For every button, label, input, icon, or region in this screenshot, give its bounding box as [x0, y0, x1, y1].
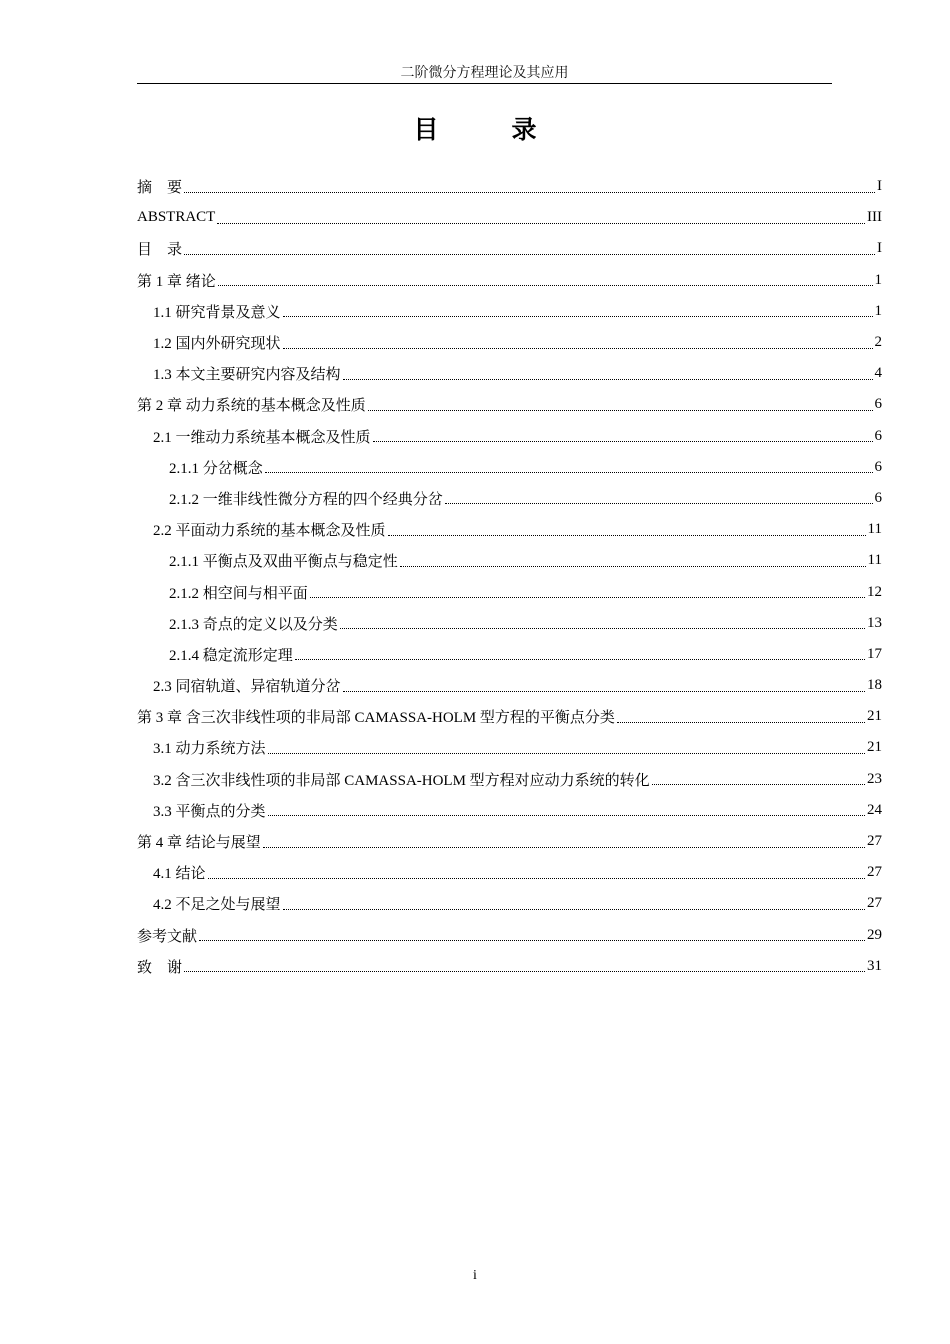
toc-entry[interactable]	[137, 576, 882, 607]
toc-entry-label: 参考文献	[137, 928, 198, 945]
toc-entry-label: 摘 要	[137, 180, 183, 197]
toc-leader-dots	[268, 814, 865, 816]
toc-entry-label: 2.3 同宿轨道、异宿轨道分岔	[153, 679, 341, 696]
toc-entry-page: 6	[874, 396, 882, 413]
toc-entry[interactable]	[137, 608, 882, 639]
toc-entry-page: 2	[874, 334, 882, 351]
toc-entry-label: 第 4 章 结论与展望	[137, 835, 261, 852]
toc-entry[interactable]	[137, 732, 882, 763]
toc-leader-dots	[184, 253, 875, 255]
toc-leader-dots	[373, 440, 873, 442]
toc-entry-page: 13	[867, 614, 882, 631]
toc-leader-dots	[283, 315, 873, 317]
toc-entry-page: 27	[867, 864, 882, 881]
toc-entry-page: 11	[867, 552, 882, 569]
toc-leader-dots	[217, 222, 865, 224]
toc-entry-label: 2.2 平面动力系统的基本概念及性质	[153, 523, 386, 540]
toc-entry-page: 6	[874, 458, 882, 475]
toc-entry[interactable]	[137, 452, 882, 483]
toc-leader-dots	[343, 378, 873, 380]
toc-entry-label: 2.1.3 奇点的定义以及分类	[169, 616, 338, 633]
toc-leader-dots	[445, 502, 873, 504]
toc-leader-dots	[283, 908, 865, 910]
toc-entry-page: 24	[867, 801, 882, 818]
page-title: 目 录	[413, 117, 561, 144]
toc-entry-page: 12	[867, 583, 882, 600]
header-rule	[137, 83, 832, 84]
toc-leader-dots	[265, 471, 873, 473]
toc-entry-page: 23	[867, 770, 882, 787]
toc-leader-dots	[652, 783, 865, 785]
toc-entry-page: 11	[867, 521, 882, 538]
toc-leader-dots	[263, 846, 865, 848]
toc-entry[interactable]	[137, 857, 882, 888]
toc-entry[interactable]	[137, 639, 882, 670]
toc-entry-label: 3.3 平衡点的分类	[153, 803, 266, 820]
toc-entry-label: 1.3 本文主要研究内容及结构	[153, 367, 341, 384]
toc-entry-page: 18	[867, 677, 882, 694]
toc-entry-label: 2.1.4 稳定流形定理	[169, 647, 293, 664]
toc-entry[interactable]	[137, 421, 882, 452]
toc-entry-label: 1.1 研究背景及意义	[153, 304, 281, 321]
toc-leader-dots	[184, 970, 865, 972]
toc-leader-dots	[184, 191, 875, 193]
toc-entry[interactable]	[137, 483, 882, 514]
toc-entry[interactable]	[137, 296, 882, 327]
toc-leader-dots	[218, 284, 873, 286]
toc-entry-label: 2.1.2 一维非线性微分方程的四个经典分岔	[169, 491, 443, 508]
toc-leader-dots	[283, 347, 873, 349]
toc-entry[interactable]	[137, 389, 882, 420]
toc-entry-label: 第 1 章 绪论	[137, 273, 216, 290]
toc-entry[interactable]	[137, 545, 882, 576]
page-number: i	[473, 1268, 477, 1283]
toc-entry[interactable]	[137, 826, 882, 857]
toc-leader-dots	[268, 752, 865, 754]
toc-entry-label: 第 3 章 含三次非线性项的非局部 CAMASSA-HOLM 型方程的平衡点分类	[137, 710, 615, 727]
toc-leader-dots	[340, 627, 865, 629]
toc-entry-label: 2.1.2 相空间与相平面	[169, 585, 308, 602]
toc-entry-page: 29	[867, 926, 882, 943]
toc-leader-dots	[343, 690, 865, 692]
toc-leader-dots	[388, 534, 866, 536]
toc-entry[interactable]	[137, 171, 882, 202]
toc-entry-page: I	[877, 178, 882, 195]
toc-entry-label: ABSTRACT	[137, 209, 216, 226]
toc-entry[interactable]	[137, 764, 882, 795]
toc-entry[interactable]	[137, 795, 882, 826]
toc-leader-dots	[368, 409, 873, 411]
toc-entry-label: 2.1.1 分岔概念	[169, 460, 263, 477]
toc-entry-label: 3.2 含三次非线性项的非局部 CAMASSA-HOLM 型方程对应动力系统的转化	[153, 772, 650, 789]
toc-entry-page: 21	[867, 739, 882, 756]
toc-entry-page: 27	[867, 895, 882, 912]
toc-leader-dots	[295, 658, 865, 660]
toc-entry-page: 6	[874, 489, 882, 506]
toc-entry[interactable]	[137, 670, 882, 701]
table-of-contents	[137, 171, 882, 982]
toc-leader-dots	[617, 721, 865, 723]
toc-entry-label: 1.2 国内外研究现状	[153, 336, 281, 353]
toc-entry-page: 21	[867, 708, 882, 725]
toc-entry-label: 致 谢	[137, 959, 183, 976]
toc-entry-label: 目 录	[137, 242, 183, 259]
toc-entry-page: 1	[874, 302, 882, 319]
toc-entry-page: III	[867, 209, 882, 226]
toc-entry[interactable]	[137, 920, 882, 951]
toc-entry[interactable]	[137, 265, 882, 296]
toc-entry[interactable]	[137, 514, 882, 545]
toc-entry[interactable]	[137, 951, 882, 982]
toc-entry-page: 17	[867, 645, 882, 662]
toc-entry[interactable]	[137, 233, 882, 264]
toc-entry-label: 2.1 一维动力系统基本概念及性质	[153, 429, 371, 446]
toc-entry-label: 4.2 不足之处与展望	[153, 897, 281, 914]
toc-leader-dots	[208, 877, 865, 879]
toc-entry[interactable]	[137, 888, 882, 919]
toc-entry-label: 2.1.1 平衡点及双曲平衡点与稳定性	[169, 554, 398, 571]
toc-leader-dots	[310, 596, 865, 598]
toc-leader-dots	[400, 565, 866, 567]
toc-entry-page: 31	[867, 957, 882, 974]
toc-entry[interactable]	[137, 327, 882, 358]
toc-entry[interactable]	[137, 701, 882, 732]
toc-entry-page: I	[877, 240, 882, 257]
toc-entry[interactable]	[137, 202, 882, 233]
toc-entry-page: 27	[867, 833, 882, 850]
toc-entry-label: 3.1 动力系统方法	[153, 741, 266, 758]
toc-leader-dots	[199, 939, 865, 941]
toc-entry-label: 第 2 章 动力系统的基本概念及性质	[137, 398, 366, 415]
toc-entry[interactable]	[137, 358, 882, 389]
toc-entry-page: 6	[874, 427, 882, 444]
toc-entry-page: 1	[874, 271, 882, 288]
toc-entry-page: 4	[874, 365, 882, 382]
toc-entry-label: 4.1 结论	[153, 866, 206, 883]
running-header: 二阶微分方程理论及其应用	[400, 66, 569, 81]
